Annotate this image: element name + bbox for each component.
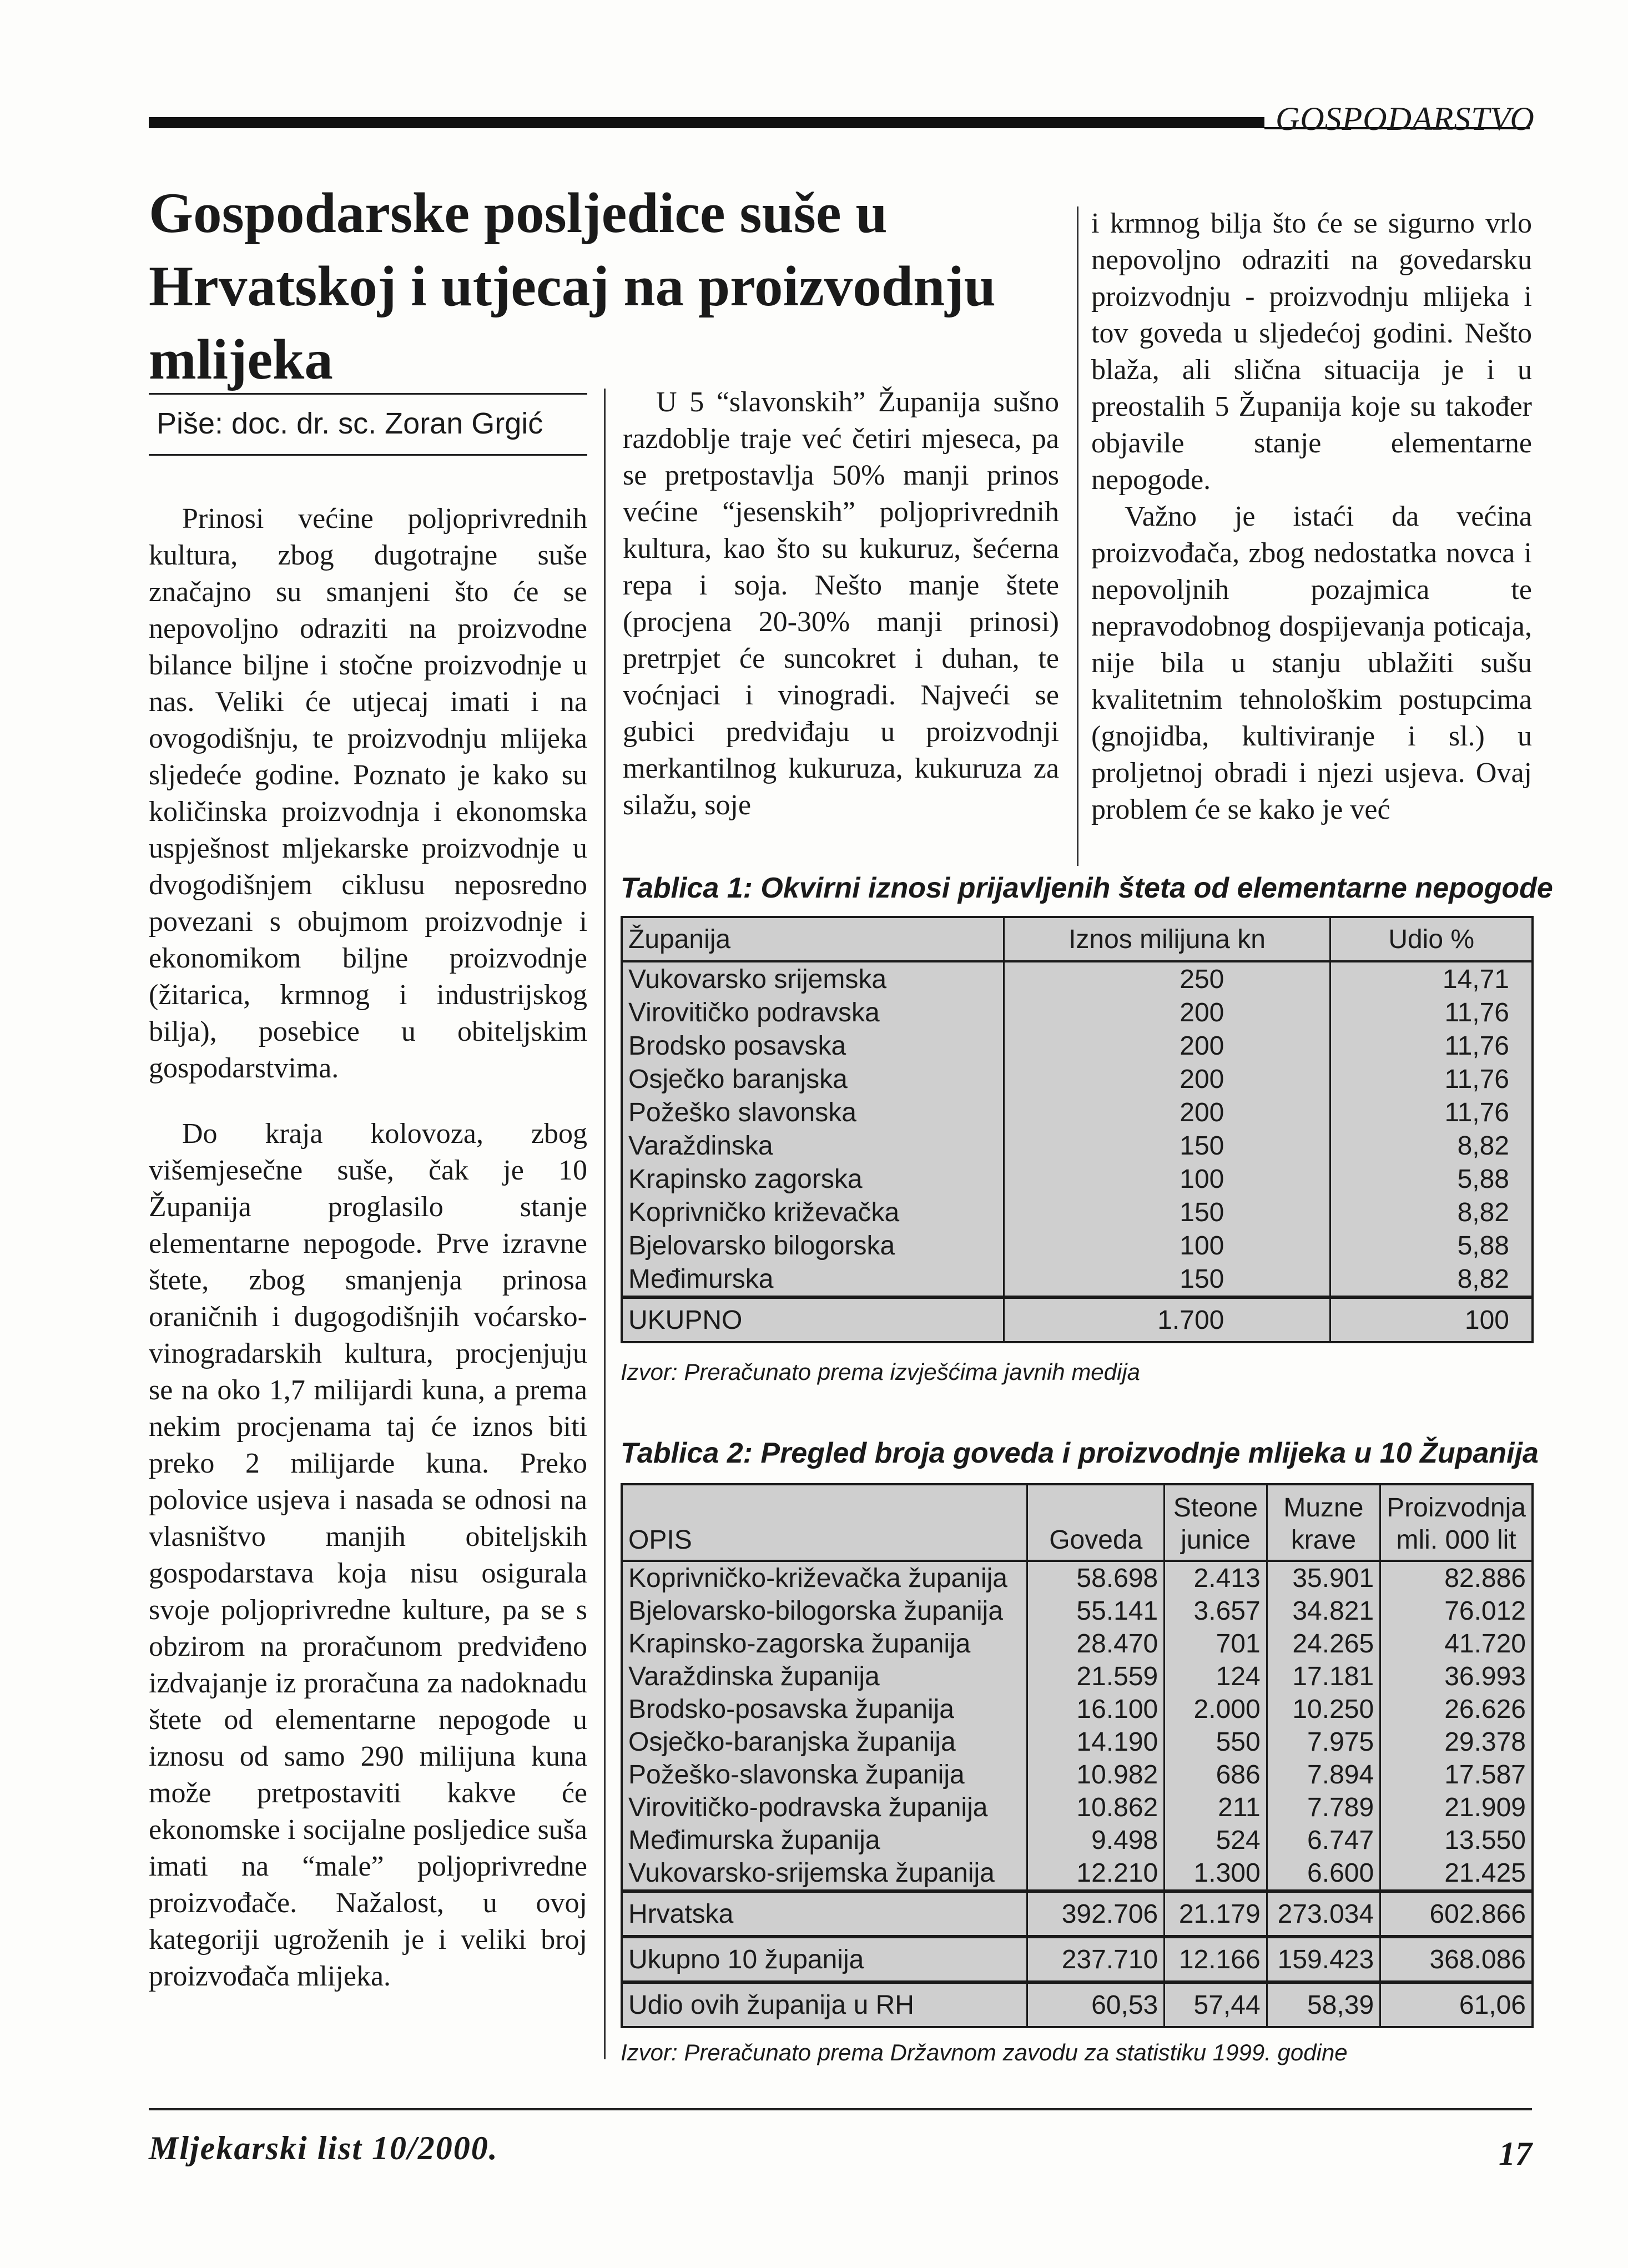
total-label: UKUPNO bbox=[622, 1297, 1004, 1342]
byline-rule-top bbox=[149, 393, 587, 395]
summary-row bbox=[622, 1891, 1533, 1937]
county-cell: Požeško-slavonska županija bbox=[622, 1758, 1027, 1791]
total-row bbox=[622, 1297, 1533, 1342]
cows-cell: 17.181 bbox=[1267, 1660, 1380, 1693]
summary-row bbox=[622, 1982, 1533, 2027]
milk-cell: 26.626 bbox=[1380, 1693, 1533, 1726]
table-row bbox=[622, 1791, 1533, 1824]
county-cell: Osječko baranjska bbox=[622, 1062, 1004, 1096]
table-row bbox=[622, 1229, 1533, 1262]
county-cell: Koprivničko-križevačka županija bbox=[622, 1561, 1027, 1595]
share-cell: 8,82 bbox=[1330, 1196, 1533, 1229]
heifers-cell: 21.179 bbox=[1165, 1891, 1267, 1937]
column-header bbox=[1380, 1484, 1533, 1561]
milk-cell: 76.012 bbox=[1380, 1595, 1533, 1627]
cows-cell: 58,39 bbox=[1267, 1982, 1380, 2027]
cattle-cell: 28.470 bbox=[1027, 1627, 1165, 1660]
page-number: 17 bbox=[1499, 2135, 1532, 2172]
byline: Piše: doc. dr. sc. Zoran Grgić bbox=[157, 407, 543, 440]
damage-table bbox=[621, 916, 1534, 1343]
cattle-cell: 58.698 bbox=[1027, 1561, 1165, 1595]
header-line: Muzne bbox=[1283, 1493, 1364, 1523]
column-divider bbox=[1077, 206, 1078, 866]
share-cell: 11,76 bbox=[1330, 1062, 1533, 1096]
county-cell: Bjelovarsko-bilogorska županija bbox=[622, 1595, 1027, 1627]
amount-cell: 100 bbox=[1004, 1162, 1330, 1196]
cattle-cell: 392.706 bbox=[1027, 1891, 1165, 1937]
share-cell: 11,76 bbox=[1330, 996, 1533, 1029]
table-1-caption: Tablica 1: Okvirni iznosi prijavljenih šteta od elementarne nepogode bbox=[621, 872, 1553, 904]
heifers-cell: 701 bbox=[1165, 1627, 1267, 1660]
share-cell: 11,76 bbox=[1330, 1029, 1533, 1062]
amount-cell: 150 bbox=[1004, 1262, 1330, 1297]
table-1-source: Izvor: Preračunato prema izvješćima javnih medija bbox=[621, 1359, 1141, 1385]
cows-cell: 35.901 bbox=[1267, 1561, 1380, 1595]
share-cell: 8,82 bbox=[1330, 1129, 1533, 1162]
amount-cell: 200 bbox=[1004, 1029, 1330, 1062]
total-share: 100 bbox=[1330, 1297, 1533, 1342]
milk-cell: 36.993 bbox=[1380, 1660, 1533, 1693]
milk-cell: 29.378 bbox=[1380, 1726, 1533, 1758]
heifers-cell: 550 bbox=[1165, 1726, 1267, 1758]
county-cell: Varaždinska bbox=[622, 1129, 1004, 1162]
county-cell: Koprivničko križevačka bbox=[622, 1196, 1004, 1229]
heifers-cell: 124 bbox=[1165, 1660, 1267, 1693]
heifers-cell: 2.413 bbox=[1165, 1561, 1267, 1595]
cows-cell: 273.034 bbox=[1267, 1891, 1380, 1937]
milk-cell: 41.720 bbox=[1380, 1627, 1533, 1660]
milk-cell: 13.550 bbox=[1380, 1824, 1533, 1857]
heifers-cell: 2.000 bbox=[1165, 1693, 1267, 1726]
table-row bbox=[622, 1096, 1533, 1129]
summary-label: Hrvatska bbox=[622, 1891, 1027, 1937]
milk-cell: 21.425 bbox=[1380, 1857, 1533, 1891]
cattle-cell: 21.559 bbox=[1027, 1660, 1165, 1693]
cows-cell: 6.600 bbox=[1267, 1857, 1380, 1891]
table-row bbox=[622, 1824, 1533, 1857]
byline-rule-bottom bbox=[149, 454, 587, 456]
heifers-cell: 3.657 bbox=[1165, 1595, 1267, 1627]
column-header bbox=[1165, 1484, 1267, 1561]
county-cell: Požeško slavonska bbox=[622, 1096, 1004, 1129]
cattle-cell: 60,53 bbox=[1027, 1982, 1165, 2027]
column-header: OPIS bbox=[622, 1484, 1027, 1561]
table-row bbox=[622, 1595, 1533, 1627]
paragraph: U 5 “slavonskih” Županija sušno razdoblje traje već četiri mjeseca, pa se pretpostavlja 50% manji prinos većine “jesenskih” poljoprivrednih kultura, kao što su kukuruz, šećerna repa i soja. Nešto manje štete (procjena 20-30% manji prinosi) pretrpjet će suncokret i duhan, te voćnjaci i vinogradi. Najveći se gubici predviđaju u proizvodnji merkantilnog kukuruza, kukuruza za silažu, soje bbox=[623, 386, 1059, 821]
summary-label: Ukupno 10 županija bbox=[622, 1937, 1027, 1982]
cattle-cell: 9.498 bbox=[1027, 1824, 1165, 1857]
table-row bbox=[622, 1062, 1533, 1096]
milk-cell: 21.909 bbox=[1380, 1791, 1533, 1824]
header-line: junice bbox=[1181, 1525, 1251, 1555]
cattle-cell: 14.190 bbox=[1027, 1726, 1165, 1758]
amount-cell: 200 bbox=[1004, 996, 1330, 1029]
footer-rule bbox=[149, 2108, 1532, 2110]
table-row bbox=[622, 1693, 1533, 1726]
county-cell: Virovitičko podravska bbox=[622, 996, 1004, 1029]
table-row bbox=[622, 961, 1533, 996]
column-2 bbox=[623, 384, 1059, 824]
table-row bbox=[622, 1196, 1533, 1229]
paragraph: Prinosi većine poljoprivrednih kultura, zbog dugotrajne suše značajno su smanjeni što će se nepovoljno odraziti na proizvodne bilance biljne i stočne proizvodnje u nas. Veliki će utjecaj imati i na ovogodišnju, te proizvodnju mlijeka sljedeće godine. Poznato je kako su količinska proizvodnja i ekonomska uspješnost mljekarske proizvodnje u dvogodišnjem ciklusu neposredno povezani s obujmom proizvodnje i ekonomikom biljne proizvodnje (žitarica, krmnog i industrijskog bilja), posebice u obiteljskim gospodarstvima. bbox=[149, 503, 587, 1084]
total-amount: 1.700 bbox=[1004, 1297, 1330, 1342]
cows-cell: 10.250 bbox=[1267, 1693, 1380, 1726]
cows-cell: 24.265 bbox=[1267, 1627, 1380, 1660]
share-cell: 8,82 bbox=[1330, 1262, 1533, 1297]
cows-cell: 34.821 bbox=[1267, 1595, 1380, 1627]
section-label: GOSPODARSTVO bbox=[1276, 100, 1535, 137]
journal-name: Mljekarski list 10/2000. bbox=[149, 2130, 498, 2166]
milk-cell: 61,06 bbox=[1380, 1982, 1533, 2027]
county-cell: Bjelovarsko bilogorska bbox=[622, 1229, 1004, 1262]
cows-cell: 7.975 bbox=[1267, 1726, 1380, 1758]
amount-cell: 200 bbox=[1004, 1096, 1330, 1129]
share-cell: 14,71 bbox=[1330, 961, 1533, 996]
heifers-cell: 57,44 bbox=[1165, 1982, 1267, 2027]
table-row bbox=[622, 1561, 1533, 1595]
heifers-cell: 524 bbox=[1165, 1824, 1267, 1857]
table-header-row bbox=[622, 917, 1533, 961]
header-line: mli. 000 lit bbox=[1396, 1525, 1516, 1555]
county-cell: Osječko-baranjska županija bbox=[622, 1726, 1027, 1758]
table-2-source: Izvor: Preračunato prema Državnom zavodu za statistiku 1999. godine bbox=[621, 2039, 1348, 2065]
cattle-cell: 16.100 bbox=[1027, 1693, 1165, 1726]
cows-cell: 159.423 bbox=[1267, 1937, 1380, 1982]
table-row bbox=[622, 1129, 1533, 1162]
county-cell: Vukovarsko srijemska bbox=[622, 961, 1004, 996]
column-1 bbox=[149, 501, 587, 1995]
table-row bbox=[622, 1726, 1533, 1758]
county-cell: Varaždinska županija bbox=[622, 1660, 1027, 1693]
amount-cell: 200 bbox=[1004, 1062, 1330, 1096]
summary-row bbox=[622, 1937, 1533, 1982]
header-bar bbox=[149, 117, 1264, 128]
milk-cell: 82.886 bbox=[1380, 1561, 1533, 1595]
county-cell: Vukovarsko-srijemska županija bbox=[622, 1857, 1027, 1891]
cattle-milk-table bbox=[621, 1483, 1534, 2028]
heifers-cell: 686 bbox=[1165, 1758, 1267, 1791]
table-row bbox=[622, 1758, 1533, 1791]
article-title: Gospodarske posljedice suše u Hrvatskoj i utjecaj na proizvodnju mlijeka bbox=[149, 182, 996, 391]
column-divider bbox=[604, 389, 606, 2059]
column-header: Iznos milijuna kn bbox=[1004, 917, 1330, 961]
cattle-cell: 237.710 bbox=[1027, 1937, 1165, 1982]
heifers-cell: 12.166 bbox=[1165, 1937, 1267, 1982]
county-cell: Međimurska županija bbox=[622, 1824, 1027, 1857]
heifers-cell: 211 bbox=[1165, 1791, 1267, 1824]
milk-cell: 368.086 bbox=[1380, 1937, 1533, 1982]
cattle-cell: 12.210 bbox=[1027, 1857, 1165, 1891]
milk-cell: 602.866 bbox=[1380, 1891, 1533, 1937]
cattle-cell: 10.862 bbox=[1027, 1791, 1165, 1824]
column-header: Županija bbox=[622, 917, 1004, 961]
cattle-cell: 55.141 bbox=[1027, 1595, 1165, 1627]
cows-cell: 6.747 bbox=[1267, 1824, 1380, 1857]
summary-label: Udio ovih županija u RH bbox=[622, 1982, 1027, 2027]
county-cell: Krapinsko-zagorska županija bbox=[622, 1627, 1027, 1660]
table-row bbox=[622, 996, 1533, 1029]
table-row bbox=[622, 1029, 1533, 1062]
cows-cell: 7.894 bbox=[1267, 1758, 1380, 1791]
paragraph: Do kraja kolovoza, zbog višemjesečne suše, čak je 10 Županija proglasilo stanje elementarne nepogode. Prve izravne štete, zbog smanjenja prinosa oraničnih i dugogodišnjih voćarsko-vinogradarskih kultura, procjenjuju se na oko 1,7 milijardi kuna, a prema nekim procjenama taj će iznos biti preko 2 milijarde kuna. Preko polovice usjeva i nasada se odnosi na vlasništvo manjih obiteljskih gospodarstava koja nisu osigurala svoje poljoprivredne kulture, pa se s obzirom na proračunom predviđeno izdvajanje iz proračuna za nadoknadu štete od elementarne nepogode u iznosu od samo 290 milijuna kuna može pretpostaviti kakve će ekonomske i socijalne posljedice suša imati na “male” poljoprivredne proizvođače. Nažalost, u ovoj kategoriji ugroženih je i veliki broj proizvođača mlijeka. bbox=[149, 1118, 587, 1992]
county-cell: Krapinsko zagorska bbox=[622, 1162, 1004, 1196]
cattle-cell: 10.982 bbox=[1027, 1758, 1165, 1791]
table-row bbox=[622, 1162, 1533, 1196]
amount-cell: 150 bbox=[1004, 1196, 1330, 1229]
table-row bbox=[622, 1857, 1533, 1891]
table-row bbox=[622, 1627, 1533, 1660]
share-cell: 5,88 bbox=[1330, 1162, 1533, 1196]
amount-cell: 250 bbox=[1004, 961, 1330, 996]
county-cell: Virovitičko-podravska županija bbox=[622, 1791, 1027, 1824]
county-cell: Brodsko-posavska županija bbox=[622, 1693, 1027, 1726]
header-line: Steone bbox=[1173, 1493, 1258, 1523]
table-row bbox=[622, 1262, 1533, 1297]
paragraph: Važno je istaći da većina proizvođača, zbog nedostatka novca i nepovoljnih pozajmica te nepravodobnog dospijevanja poticaja, nije bila u stanju ublažiti sušu kvalitetnim tehnološkim postupcima (gnojidba, kultiviranje i sl.) u proljetnoj obradi i njezi usjeva. Ovaj problem će se kako je već bbox=[1091, 501, 1532, 825]
header-line: Proizvodnja bbox=[1387, 1493, 1526, 1523]
paragraph: i krmnog bilja što će se sigurno vrlo nepovoljno odraziti na govedarsku proizvodnju - proizvodnju mlijeka i tov goveda u sljedećoj godini. Nešto blaža, ali slična situacija je i u preostalih 5 Županija koje su također objavile stanje elementarne nepogode. bbox=[1091, 208, 1532, 496]
milk-cell: 17.587 bbox=[1380, 1758, 1533, 1791]
column-3 bbox=[1091, 205, 1532, 828]
heifers-cell: 1.300 bbox=[1165, 1857, 1267, 1891]
amount-cell: 150 bbox=[1004, 1129, 1330, 1162]
amount-cell: 100 bbox=[1004, 1229, 1330, 1262]
table-row bbox=[622, 1660, 1533, 1693]
share-cell: 11,76 bbox=[1330, 1096, 1533, 1129]
column-header bbox=[1267, 1484, 1380, 1561]
county-cell: Brodsko posavska bbox=[622, 1029, 1004, 1062]
column-header: Goveda bbox=[1027, 1484, 1165, 1561]
table-2-caption: Tablica 2: Pregled broja goveda i proizvodnje mlijeka u 10 Županija bbox=[621, 1437, 1539, 1469]
header-line: krave bbox=[1291, 1525, 1357, 1555]
county-cell: Međimurska bbox=[622, 1262, 1004, 1297]
cows-cell: 7.789 bbox=[1267, 1791, 1380, 1824]
share-cell: 5,88 bbox=[1330, 1229, 1533, 1262]
column-header: Udio % bbox=[1330, 917, 1533, 961]
table-header-row bbox=[622, 1484, 1533, 1561]
